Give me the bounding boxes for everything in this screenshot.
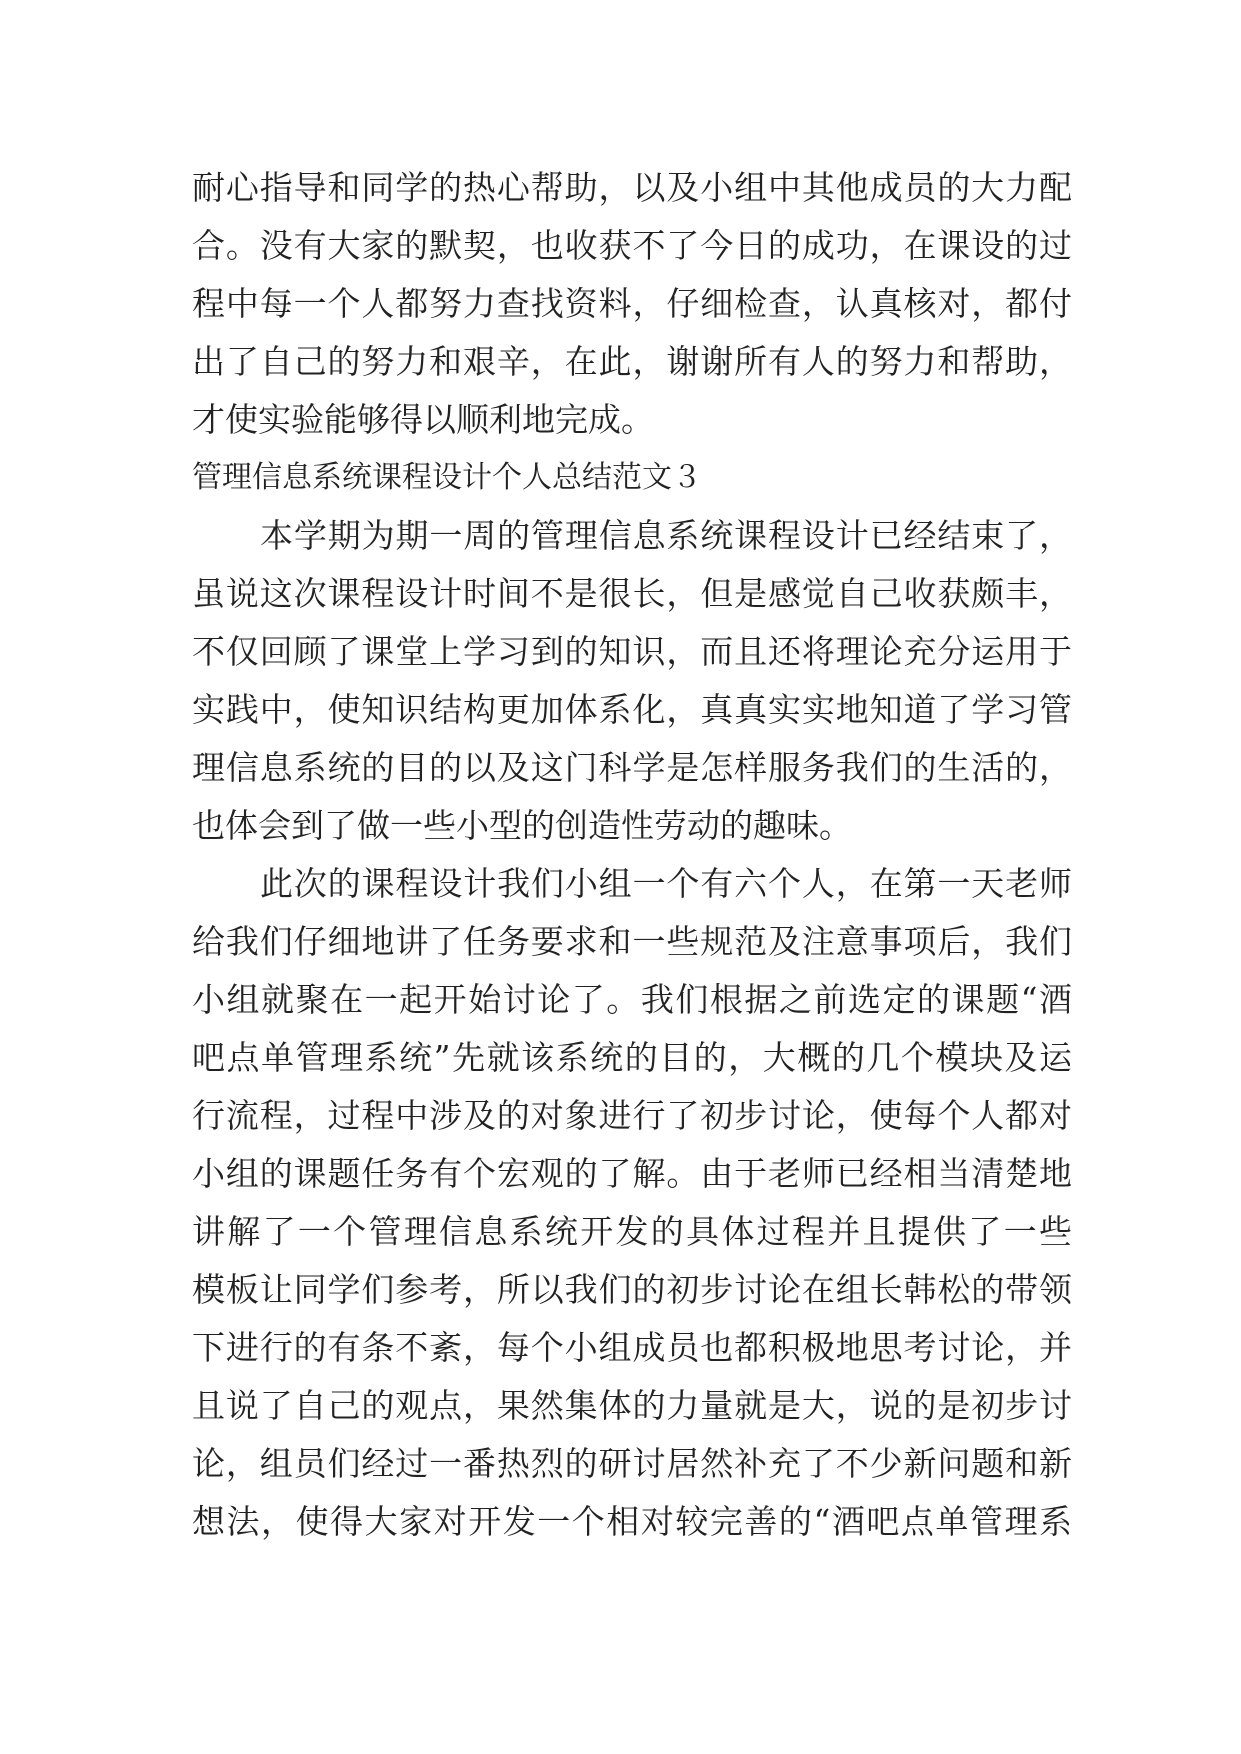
text-line: 且说了自己的观点，果然集体的力量就是大，说的是初步讨 [192, 1386, 1072, 1425]
text-line: 不仅回顾了课堂上学习到的知识，而且还将理论充分运用于 [192, 632, 1072, 671]
text-line: 模板让同学们参考，所以我们的初步讨论在组长韩松的带领 [192, 1270, 1072, 1309]
text-line: 吧点单管理系统”先就该系统的目的，大概的几个模块及运 [192, 1038, 1072, 1077]
text-line: 理信息系统的目的以及这门科学是怎样服务我们的生活的， [192, 748, 1072, 787]
text-line: 小组就聚在一起开始讨论了。我们根据之前选定的课题“酒 [192, 980, 1072, 1019]
text-line: 想法，使得大家对开发一个相对较完善的“酒吧点单管理系 [192, 1502, 1072, 1541]
text-line: 讲解了一个管理信息系统开发的具体过程并且提供了一些 [192, 1212, 1072, 1251]
text-line: 小组的课题任务有个宏观的了解。由于老师已经相当清楚地 [192, 1154, 1072, 1193]
text-line: 此次的课程设计我们小组一个有六个人，在第一天老师 [260, 864, 1072, 903]
text-line: 论，组员们经过一番热烈的研讨居然补充了不少新问题和新 [192, 1444, 1072, 1483]
text-line: 耐心指导和同学的热心帮助，以及小组中其他成员的大力配 [192, 168, 1072, 207]
text-line: 出了自己的努力和艰辛，在此，谢谢所有人的努力和帮助， [192, 342, 1072, 381]
text-line: 行流程，过程中涉及的对象进行了初步讨论，使每个人都对 [192, 1096, 1072, 1135]
text-line: 才使实验能够得以顺利地完成。 [192, 400, 654, 439]
text-line: 实践中，使知识结构更加体系化，真真实实地知道了学习管 [192, 690, 1072, 729]
section-heading: 管理信息系统课程设计个人总结范文３ [192, 460, 702, 495]
text-line: 给我们仔细地讲了任务要求和一些规范及注意事项后，我们 [192, 922, 1072, 961]
text-line: 本学期为期一周的管理信息系统课程设计已经结束了， [260, 516, 1072, 555]
text-line: 合。没有大家的默契，也收获不了今日的成功，在课设的过 [192, 226, 1072, 265]
text-line: 程中每一个人都努力查找资料，仔细检查，认真核对，都付 [192, 284, 1072, 323]
text-line: 也体会到了做一些小型的创造性劳动的趣味。 [192, 806, 852, 845]
text-line: 虽说这次课程设计时间不是很长，但是感觉自己收获颇丰， [192, 574, 1072, 613]
text-line: 下进行的有条不紊，每个小组成员也都积极地思考讨论，并 [192, 1328, 1072, 1367]
